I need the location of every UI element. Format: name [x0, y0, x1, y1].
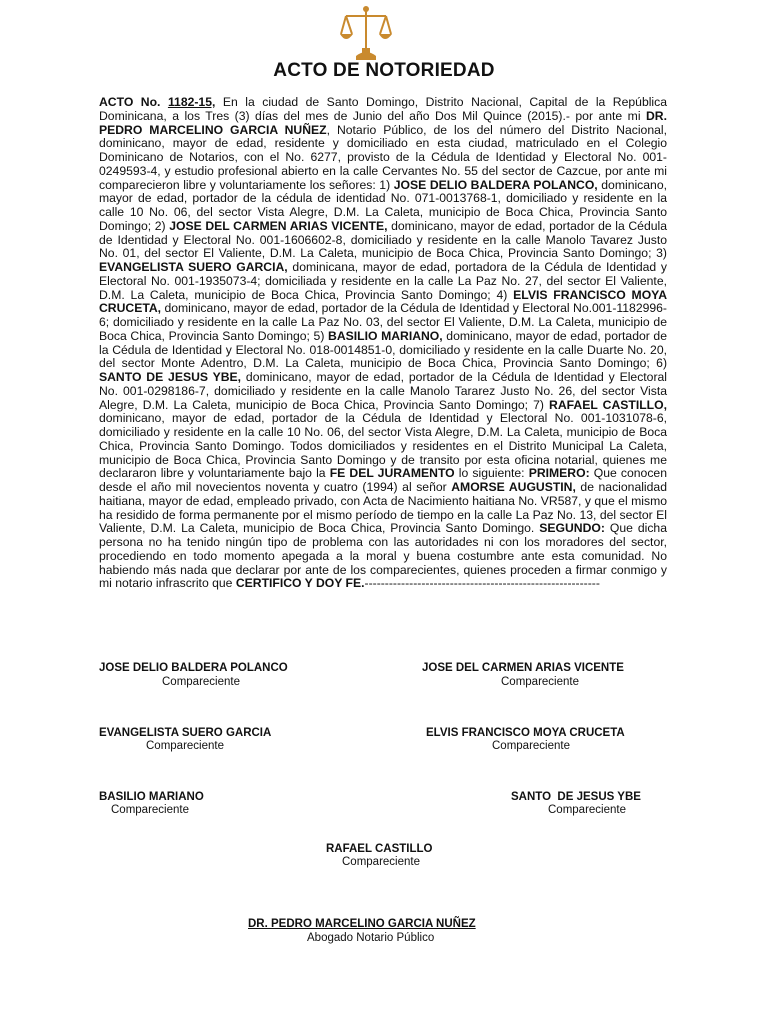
signature-role: Compareciente	[548, 804, 626, 816]
party-2-name: JOSE DEL CARMEN ARIAS VICENTE,	[169, 218, 388, 233]
subject-name: AMORSE AUGUSTIN,	[451, 480, 576, 494]
signature-name: BASILIO MARIANO	[99, 791, 204, 803]
document-title: ACTO DE NOTORIEDAD	[273, 60, 495, 81]
party-6-name: SANTO DE JESUS YBE,	[99, 370, 242, 384]
second-clause-label: SEGUNDO:	[539, 521, 605, 536]
signature-name: ELVIS FRANCISCO MOYA CRUCETA	[426, 727, 625, 739]
notary-signature-name: DR. PEDRO MARCELINO GARCIA NUÑEZ	[248, 918, 476, 930]
signature-role: Compareciente	[146, 740, 224, 752]
signature-name: RAFAEL CASTILLO	[326, 843, 433, 855]
notary-signature-role: Abogado Notario Público	[307, 932, 435, 944]
signature-role: Compareciente	[501, 676, 579, 688]
signature-role: Compareciente	[342, 856, 420, 868]
signature-name: JOSE DEL CARMEN ARIAS VICENTE	[422, 662, 624, 674]
closing-dashes: ----------------------------------------------------------	[364, 576, 600, 591]
party-5-name: BASILIO MARIANO,	[328, 328, 443, 343]
first-clause-label: PRIMERO:	[528, 466, 590, 481]
certification-phrase: CERTIFICO Y DOY FE.	[235, 576, 365, 591]
signature-role: Compareciente	[111, 804, 189, 816]
signature-role: Compareciente	[492, 740, 570, 752]
act-number-label: ACTO No.	[99, 95, 161, 109]
act-body: ACTO No. 1182-15, En la ciudad de Santo Domingo, Distrito Nacional, Capital de la República Dominicana, a los Tres (3) días del mes de Junio del año Dos Mil Quince (2015).- por ante mi DR. PEDRO MARCELINO GARCIA NUÑEZ, Notario Público, de los del número del Distrito Nacional, dominicano, mayor de edad, residente y domiciliado en esta ciudad, matriculado en el Colegio Dominicano de Notarios, con el No. 6277, provisto de la Cédula de Identidad y Electoral No. 001-0249593-4, y estudio profesional abierto en la calle Cervantes No. 55 del sector de Cazcue, por ante mi comparecieron libre y voluntariamente los señores: 1) JOSE DELIO BALDERA POLANCO, dominicano, mayor de edad, portador de la cédula de identidad No. 071-0013768-1, domiciliado y residente en la calle 10 No. 06, del sector Vista Alegre, D.M. La Caleta, municipio de Boca Chica, Provincia Santo Domingo; 2) JOSE DEL CARMEN ARIAS VICENTE, dominicano, mayor de edad, portador de la Cédula de Identidad y Electoral No. 001-1606602-8, domiciliado y residente en la calle Manolo Tavarez Justo No. 01, del sector El Valiente, D.M. La Caleta, municipio de Boca Chica, Provincia Santo Domingo; 3) EVANGELISTA SUERO GARCIA, dominicana, mayor de edad, portadora de la Cédula de Identidad y Electoral No. 001-1935073-4; domiciliada y residente en la calle La Paz No. 27, del sector El Valiente, D.M. La Caleta, municipio de Boca Chica, Provincia Santo Domingo; 4) ELVIS FRANCISCO MOYA CRUCETA, dominicano, mayor de edad, portador de la Cédula de Identidad y Electoral No.001-1182996-6; domiciliado y residente en la calle La Paz No. 03, del sector El Valiente, D.M. La Caleta, municipio de Boca Chica, Provincia Santo Domingo; 5) BASILIO MARIANO, dominicano, mayor de edad, portador de la Cédula de Identidad y Electoral No. 018-0014851-0, domiciliado y residente en la calle Duarte No. 20, del sector Monte Adentro, D.M. La Caleta, municipio de Boca Chica, Provincia Santo Domingo; 6) SANTO DE JESUS YBE, dominicano, mayor de edad, portador de la Cédula de Identidad y Electoral No. 001-0298186-7, domiciliado y residente en la calle Manolo Tararez Justo No. 26, del sector Vista Alegre, D.M. La Caleta, municipio de Boca Chica, Provincia Santo Domingo; 7) RAFAEL CASTILLO, dominicano, mayor de edad, portador de la Cédula de Identidad y Electoral No. 001-1031078-6, domiciliado y residente en la calle 10 No. 06, del sector Vista Alegre, D.M. La Caleta, municipio de Boca Chica, Provincia Santo Domingo. Todos domiciliados y residentes en el Distrito Municipal La Caleta, municipio de Boca Chica, Provincia Santo Domingo y de transito por esta oficina notarial, quienes me declararon libre y voluntariamente bajo la FE DEL JURAMENTO lo siguiente: PRIMERO: Que conocen desde el año mil novecientos noventa y cuatro (1994) al señor AMORSE AUGUSTIN, de nacionalidad haitiana, mayor de edad, empleado privado, con Acta de Nacimiento haitiana No. VR587, y que el mismo ha residido de forma permanente por el mismo período de tiempo en la calle La Paz No. 13, del sector El Valiente, D.M. La Caleta, municipio de Boca Chica, Provincia Santo Domingo. SEGUNDO: Que dicha persona no ha tenido ningún tipo de problema con las autoridades ni con los moradores del sector, procediendo en todo momento apegada a la moral y buena costumbre ante esta comunidad. No habiendo más nada que declarar por ante de los comparecientes, quienes proceden a firmar conmigo y mi notario infrascrito que CERTIFICO Y DOY FE.----------------------------------------------------------	[99, 95, 668, 591]
party-4-name: ELVIS FRANCISCO MOYA CRUCETA,	[99, 287, 667, 316]
party-7-name: RAFAEL CASTILLO,	[549, 397, 667, 412]
notary-name-inline: DR. PEDRO MARCELINO GARCIA NUÑEZ	[99, 108, 667, 137]
scales-of-justice-icon	[338, 4, 394, 62]
oath-phrase: FE DEL JURAMENTO	[329, 466, 455, 481]
party-1-name: JOSE DELIO BALDERA POLANCO,	[393, 177, 598, 192]
signature-name: EVANGELISTA SUERO GARCIA	[99, 727, 272, 739]
act-number: 1182-15,	[167, 95, 216, 109]
signature-name: JOSE DELIO BALDERA POLANCO	[99, 662, 288, 674]
party-3-name: EVANGELISTA SUERO GARCIA,	[99, 260, 288, 274]
signature-name: SANTO DE JESUS YBE	[511, 791, 641, 803]
signature-role: Compareciente	[162, 676, 240, 688]
